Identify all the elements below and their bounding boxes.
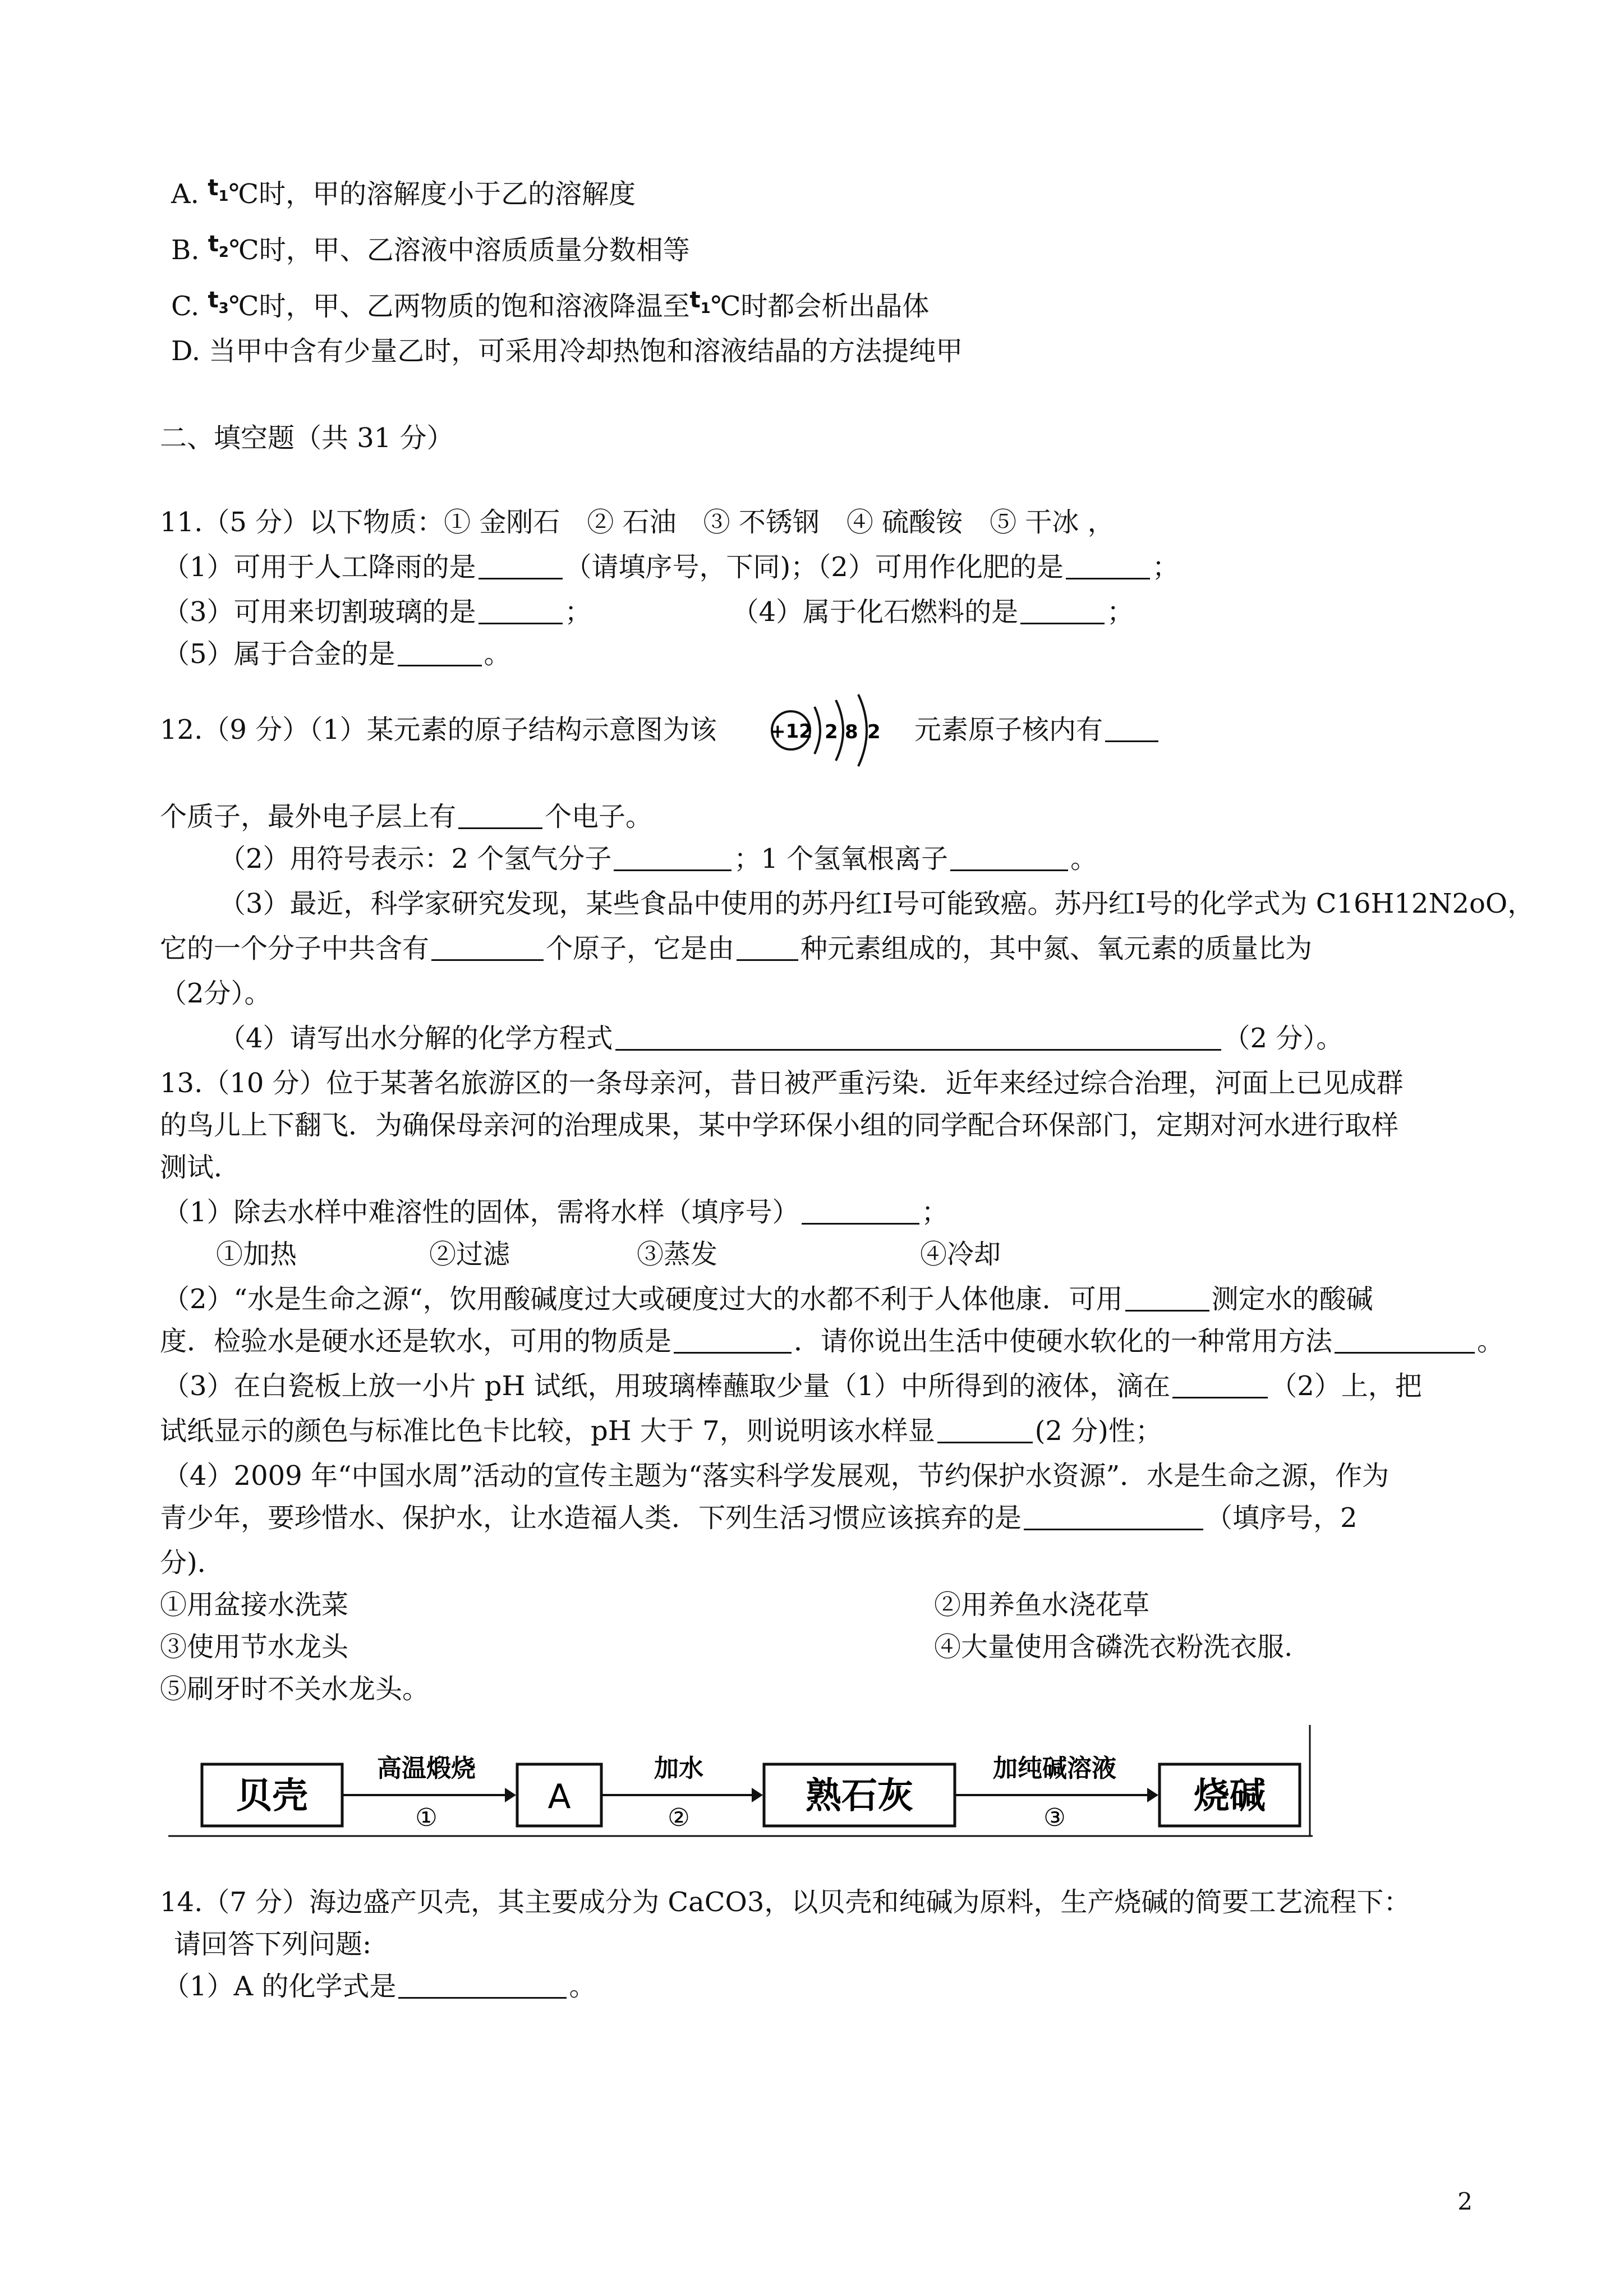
q13-line11: 分)． (160, 1547, 224, 1579)
option-c: C. $t_3℃$时，甲、乙两物质的饱和溶液降温至$t_1℃$时都会析出晶体 (171, 289, 929, 328)
answer-blank[interactable] (1105, 716, 1158, 742)
q13-line8: 试纸显示的颜色与标准比色卡比较，pH 大于 7，则说明该水样显 (2 分)性； (160, 1415, 1162, 1447)
answer-blank[interactable] (1020, 598, 1105, 624)
nucleus-charge: +12 (770, 720, 812, 743)
t3-symbol: $t_3$ (208, 287, 229, 317)
q12-line1-end: 元素原子核内有 (914, 712, 1161, 747)
answer-blank[interactable] (950, 845, 1068, 871)
habit-2: ②用养鱼水浇花草 (934, 1589, 1150, 1621)
arrow-1-num: ① (415, 1803, 438, 1832)
arrow-2-num: ② (668, 1803, 690, 1832)
answer-blank[interactable] (614, 845, 732, 871)
shell-1-count: 2 (825, 721, 838, 743)
option-b: B. $t_2℃$时，甲、乙溶液中溶质质量分数相等 (171, 233, 690, 272)
shell-3-count: 2 (867, 721, 881, 743)
q13-choice-1: ①加热 (216, 1239, 297, 1270)
box-shell-label: 贝壳 (236, 1775, 308, 1817)
q13-choice-3: ③蒸发 (637, 1239, 718, 1270)
box-a-label: A (548, 1777, 571, 1816)
q12-line1: 12.（9 分）（1）某元素的原子结构示意图为该 (160, 714, 717, 746)
arrow-3-num: ③ (1043, 1803, 1066, 1832)
arrow-1-head (505, 1788, 516, 1802)
q13-line7: （3）在白瓷板上放一小片 pH 试纸，用玻璃棒蘸取少量（1）中所得到的液体，滴在 （2）上，把 (163, 1370, 1422, 1402)
habit-1: ①用盆接水洗菜 (160, 1589, 349, 1621)
q12-line5: 它的一个分子中共含有 个原子，它是由 种元素组成的，其中氮、氧元素的质量比为 (160, 933, 1313, 964)
atom-structure-diagram (763, 690, 898, 774)
electron-shell-1 (815, 707, 820, 754)
answer-blank[interactable] (398, 1972, 567, 1999)
q13-choice-4: ④冷却 (920, 1239, 1001, 1270)
q13-line6: 度．检验水是硬水还是软水，可用的物质是 ．请你说出生活中使硬水软化的一种常用方法 。 (160, 1326, 1505, 1357)
arrow-2-label: 加水 (654, 1754, 703, 1783)
q14-line2: 请回答下列问题: (174, 1929, 372, 1960)
section-title: 二、填空题（共 31 分） (160, 422, 454, 454)
answer-blank[interactable] (1125, 1285, 1209, 1312)
electron-shell-3 (858, 694, 867, 766)
q12-line3: （2）用符号表示：2 个氢气分子 ；1 个氢氧根离子 。 (219, 843, 1098, 875)
q12-line4: （3）最近，科学家研究发现，某些食品中使用的苏丹红Ⅰ号可能致癌。苏丹红Ⅰ号的化学式为 C16H12N2oO， (219, 888, 1535, 919)
q13-choice-2: ②过滤 (429, 1239, 510, 1270)
q11-line1: （1）可用于人工降雨的是 （请填序号，下同)；（2）可用作化肥的是 ； (163, 551, 1179, 583)
answer-blank[interactable] (737, 935, 798, 961)
q14-line1: 14.（7 分）海边盛产贝壳，其主要成分为 CaCO3，以贝壳和纯碱为原料，生产烧碱的简要工艺流程下： (160, 1887, 1411, 1918)
answer-blank[interactable] (802, 1198, 919, 1225)
q13-line5: （2）“水是生命之源“，饮用酸碱度过大或硬度过大的水都不利于人体他康．可用 测定水的酸碱 (163, 1283, 1373, 1315)
answer-blank[interactable] (1335, 1327, 1475, 1354)
habit-3: ③使用节水龙头 (160, 1631, 349, 1663)
q13-line1: 13.（10 分）位于某著名旅游区的一条母亲河，昔日被严重污染．近年来经过综合治理，河面上已见成群 (160, 1068, 1404, 1099)
q14-line3: （1）A 的化学式是 。 (163, 1971, 596, 2002)
answer-blank[interactable] (431, 935, 544, 961)
habit-5: ⑤刷牙时不关水龙头。 (160, 1673, 430, 1705)
q12-line2: 个质子，最外电子层上有 个电子。 (160, 801, 653, 832)
q12-line7: （4）请写出水分解的化学方程式 （2 分）。 (219, 1023, 1344, 1054)
answer-blank[interactable] (937, 1417, 1033, 1443)
t2-symbol: $t_2$ (208, 231, 229, 261)
habit-4: ④大量使用含磷洗衣粉洗衣服. (934, 1631, 1293, 1663)
arrow-3-label: 加纯碱溶液 (993, 1754, 1116, 1783)
answer-blank[interactable] (458, 803, 542, 829)
q13-line10: 青少年，要珍惜水、保护水，让水造福人类．下列生活习惯应该摈弃的是 （填序号，2 (160, 1502, 1358, 1534)
t1-symbol: $t_1$ (208, 175, 229, 205)
answer-blank[interactable] (479, 598, 563, 624)
t1-symbol: $t_1$ (689, 287, 711, 317)
arrow-2-head (752, 1788, 763, 1802)
arrow-3-head (1147, 1788, 1158, 1802)
q13-line2: 的鸟儿上下翻飞．为确保母亲河的治理成果，某中学环保小组的同学配合环保部门，定期对河水进行取样 (160, 1110, 1399, 1141)
q13-line4: （1）除去水样中难溶性的固体，需将水样（填序号） ； (163, 1197, 949, 1228)
answer-blank[interactable] (1066, 553, 1150, 579)
box-caustic-soda-label: 烧碱 (1194, 1775, 1266, 1817)
box-slaked-lime-label: 熟石灰 (806, 1775, 913, 1817)
shell-2-count: 8 (845, 721, 858, 743)
answer-blank[interactable] (674, 1327, 792, 1354)
q11-line2: （3）可用来切割玻璃的是 ； （4）属于化石燃料的是 ； (163, 596, 1134, 628)
q11-line3: （5）属于合金的是 。 (163, 638, 511, 670)
process-flow-diagram (168, 1714, 1313, 1837)
q12-line6: （2分）。 (160, 978, 272, 1009)
answer-blank[interactable] (615, 1024, 1221, 1051)
answer-blank[interactable] (1172, 1372, 1268, 1398)
q11-stem: 11.（5 分）以下物质：① 金刚石 ② 石油 ③ 不锈钢 ④ 硫酸铵 ⑤ 干冰 ， (160, 507, 1115, 538)
answer-blank[interactable] (1024, 1504, 1203, 1530)
answer-blank[interactable] (398, 640, 482, 666)
q13-line9: （4）2009 年“中国水周”活动的宣传主题为“落实科学发展观，节约保护水资源”．水是生命之源，作为 (163, 1460, 1390, 1492)
answer-blank[interactable] (479, 553, 563, 579)
q13-line3: 测试． (160, 1152, 241, 1183)
page-number: 2 (1457, 2188, 1473, 2215)
option-a: A. $t_1℃$时，甲的溶解度小于乙的溶解度 (171, 177, 636, 216)
arrow-1-label: 高温煅烧 (377, 1754, 476, 1783)
option-d: D. 当甲中含有少量乙时，可采用冷却热饱和溶液结晶的方法提纯甲 (171, 335, 963, 367)
